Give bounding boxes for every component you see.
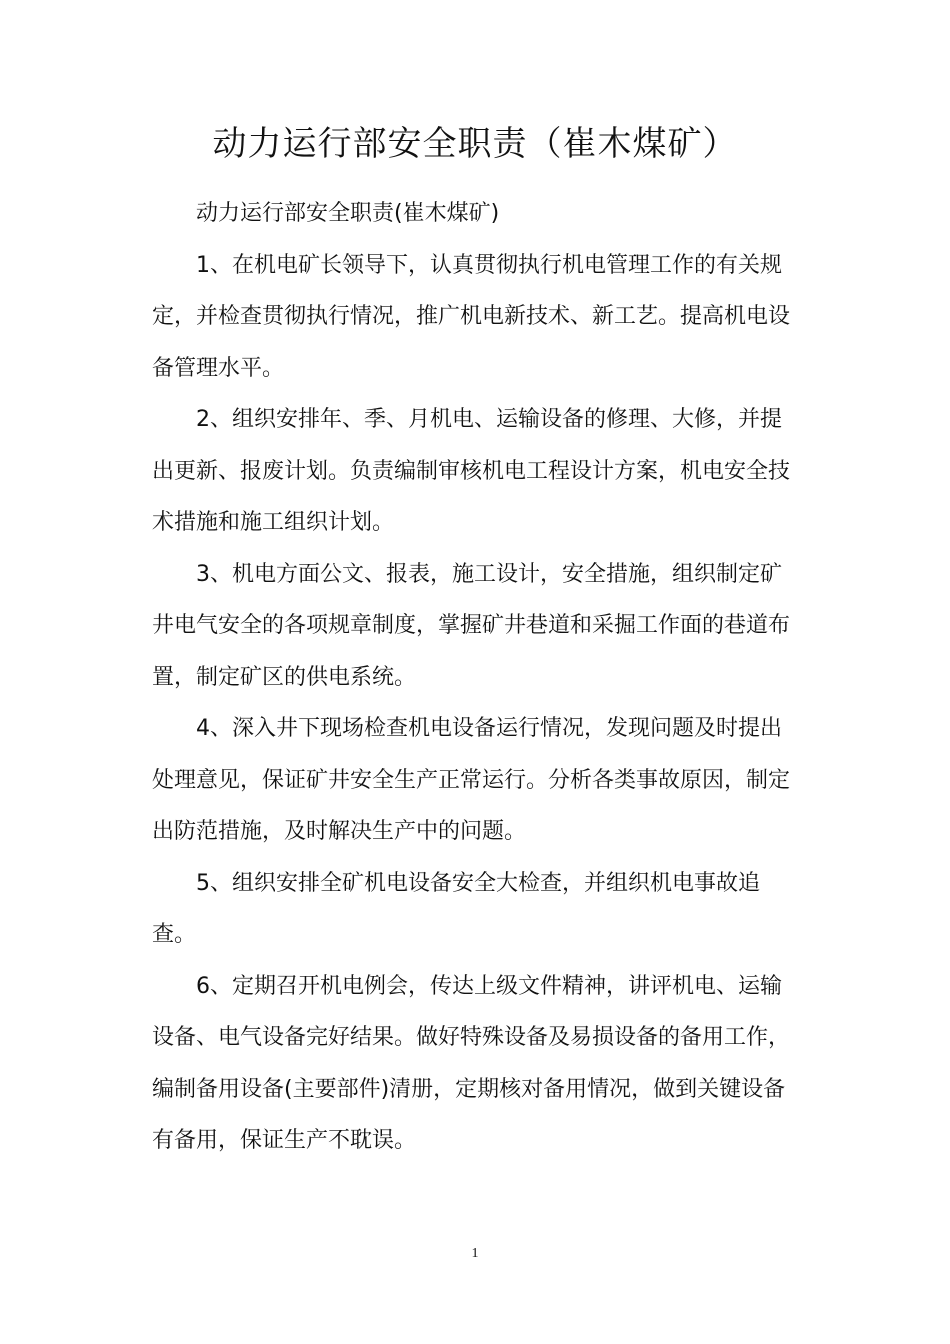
- document-subtitle: 动力运行部安全职责(崔木煤矿): [196, 201, 500, 226]
- paragraph-4: 4、深入井下现场检查机电设备运行情况，发现问题及时提出处理意见，保证矿井安全生产正常运行。分析各类事故原因，制定出防范措施，及时解决生产中的问题。: [152, 716, 791, 844]
- document-body: [152, 188, 802, 1167]
- document-title: 动力运行部安全职责（崔木煤矿）: [212, 124, 738, 164]
- page-number: 1: [471, 1246, 479, 1261]
- paragraph-1: 1、在机电矿长领导下，认真贯彻执行机电管理工作的有关规定，并检查贯彻执行情况，推广机电新技术、新工艺。提高机电设备管理水平。: [152, 252, 791, 381]
- paragraph-6: 6、定期召开机电例会，传达上级文件精神，讲评机电、运输设备、电气设备完好结果。做好特殊设备及易损设备的备用工作，编制备用设备(主要部件)清册，定期核对备用情况，做到关键设备有备用，保证生产不耽误。: [152, 973, 791, 1153]
- paragraph-3: 3、机电方面公文、报表，施工设计，安全措施，组织制定矿井电气安全的各项规章制度，掌握矿井巷道和采掘工作面的巷道布置，制定矿区的供电系统。: [152, 561, 791, 690]
- paragraph-5: 5、组织安排全矿机电设备安全大检查，并组织机电事故追查。: [152, 870, 760, 947]
- paragraph-2: 2、组织安排年、季、月机电、运输设备的修理、大修，并提出更新、报废计划。负责编制审核机电工程设计方案，机电安全技术措施和施工组织计划。: [152, 407, 791, 535]
